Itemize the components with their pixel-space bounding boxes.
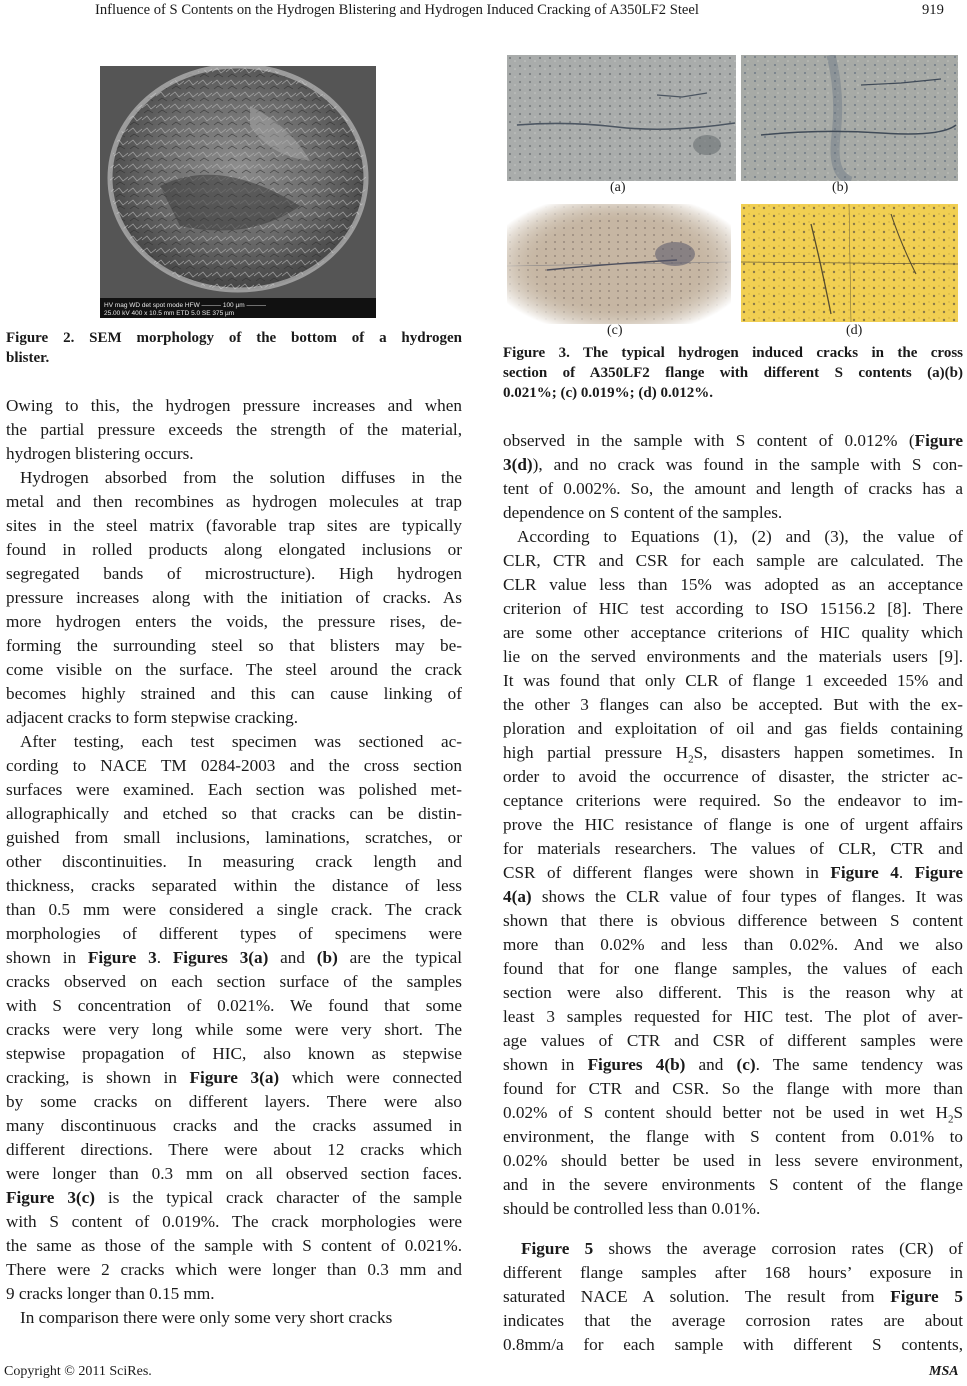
right-paragraph-2: According to Equations (1), (2) and (3), the value of CLR, CTR and CSR for each sample are calculated. The CLR value less than 15% was adopted as an acceptance criterion of HIC test according to ISO 15156.2 [8]. There are some other acceptance criterions of HIC quality which lie on the served environments and the materials users [9]. It was found that only CLR of flange 1 exceeded 15% and the other 3 flanges can also be accepted. But with the ex- ploration and exploitation of oil and gas fields containing high partial pressure $H_2S$, disasters happen sometimes. In order to avoid the occurrence of disaster, the stricter ac- ceptance criterions were required. So the endeavor to im- prove the HIC resistance of flange is one of urgent affairs for materials researchers. The values of CLR, CTR and CSR of different flanges were shown in Figure 4. Figure 4(a) shows the CLR value of four types of flanges. It was shown that there is obvious difference between S content more than 0.02% and less than 0.02%. And we also found that for one flange samples, the values of each section were also different. This is the reason why at least 3 samples requested for HIC test. The plot of aver- age values of CTR and CSR of different samples were shown in Figures 4(b) and (c). The same tendency was found for CTR and CSR. So the flange with more than 0.02% of S content should better not be used in wet $H_2S$ environment, the flange with S content from 0.01% to 0.02% should better be used in less severe environment, and in the severe environments S content of the flange should be controlled less than 0.01%.	[503, 527, 964, 1218]
right-paragraph-1: observed in the sample with S content of 0.012% (Figure 3(d)), and no crack was found in the sample with S con- tent of 0.002%. So, the amount and length of cracks has a dependence on S content of the samples.	[503, 431, 963, 522]
figure3a-micrograph	[507, 55, 736, 181]
footer-copyright: Copyright © 2011 SciRes.	[4, 1364, 152, 1379]
page-number: 919	[922, 2, 944, 18]
figure3d-micrograph	[741, 204, 958, 322]
running-title: Influence of S Contents on the Hydrogen Blistering and Hydrogen Induced Cracking of A350LF2 Steel	[95, 2, 699, 18]
running-header	[0, 0, 967, 26]
figure3c-label: (c)	[607, 323, 623, 338]
footer-journal: MSA	[929, 1364, 959, 1379]
svg-text:25.00 kV 400 x 10.5 mm ETD 5.: 25.00 kV 400 x 10.5 mm ETD 5.0 SE 375 µm	[104, 310, 235, 317]
figure2-sem-image	[100, 66, 376, 318]
figure3c-micrograph	[507, 204, 731, 324]
left-paragraph-1: Owing to this, the hydrogen pressure increases and when the partial pressure exceeds the strength of the material, hydrogen blistering occurs.	[6, 396, 462, 463]
left-paragraph-3: After testing, each test specimen was sectioned ac- cording to NACE TM 0284-2003 and the cross section surfaces were examined. Each section was polished met- allographically and etched so that cracks can be distin- guished from small inclusions, laminations, scratches, or other discontinuities. In measuring crack length and thickness, cracks separated within the distance of less than 0.5 mm were considered a single crack. The crack morphologies of different types of specimens were shown in Figure 3. Figures 3(a) and (b) are the typical cracks observed on each section surface of the samples with S concentration of 0.021%. We found that some cracks were very long while some were very short. The stepwise propagation of HIC, also known as stepwise cracking, is shown in Figure 3(a) which were connected by some cracks on different layers. There were also many discontinuous cracks and the cracks assumed in different directions. There were about 12 cracks which were longer than 0.3 mm on all observed section faces. Figure 3(c) is the typical crack character of the sample with S content of 0.019%. The crack morphologies were the same as those of the sample with S content of 0.021%. There were 2 cracks which were longer than 0.3 mm and 9 cracks longer than 0.15 mm.	[6, 732, 462, 1303]
figure3b-micrograph	[741, 55, 958, 181]
left-paragraph-4: In comparison there were only some very short cracks	[20, 1308, 393, 1327]
svg-text:HV mag WD det spot: HV mag WD det spot mode HFW ——— 100 µm ———	[104, 302, 266, 309]
figure3-caption: Figure 3. The typical hydrogen induced cracks in the cross section of A350LF2 flange with different S contents (a)(b) 0.021%; (c) 0.019%; (d) 0.012%.	[503, 345, 963, 401]
right-paragraph-3: Figure 5 shows the average corrosion rates (CR) of different flange samples after 168 hours’ exposure in saturated NACE A solution. The result from Figure 5 indicates that the average corrosion rates are about 0.8mm/a for each sample with different S contents,	[503, 1239, 964, 1354]
left-paragraph-2: Hydrogen absorbed from the solution diffuses in the metal and then recombines as hydrogen molecules at trap sites in the steel matrix (favorable trap sites are typically found in rolled products along elongated inclusions or segregated bands of microstructure). High hydrogen pressure increases along with the initiation of cracks. As more hydrogen enters the voids, the pressure rises, de- forming the surrounding steel so that blisters may be- come visible on the surface. The steel around the crack becomes highly strained and this can cause linking of adjacent cracks to form stepwise cracking.	[6, 468, 462, 727]
figure3b-label: (b)	[832, 180, 849, 195]
figure2-caption: Figure 2. SEM morphology of the bottom of a hydrogen blister.	[6, 330, 462, 366]
figure3a-label: (a)	[610, 180, 626, 195]
figure3d-label: (d)	[846, 323, 863, 338]
